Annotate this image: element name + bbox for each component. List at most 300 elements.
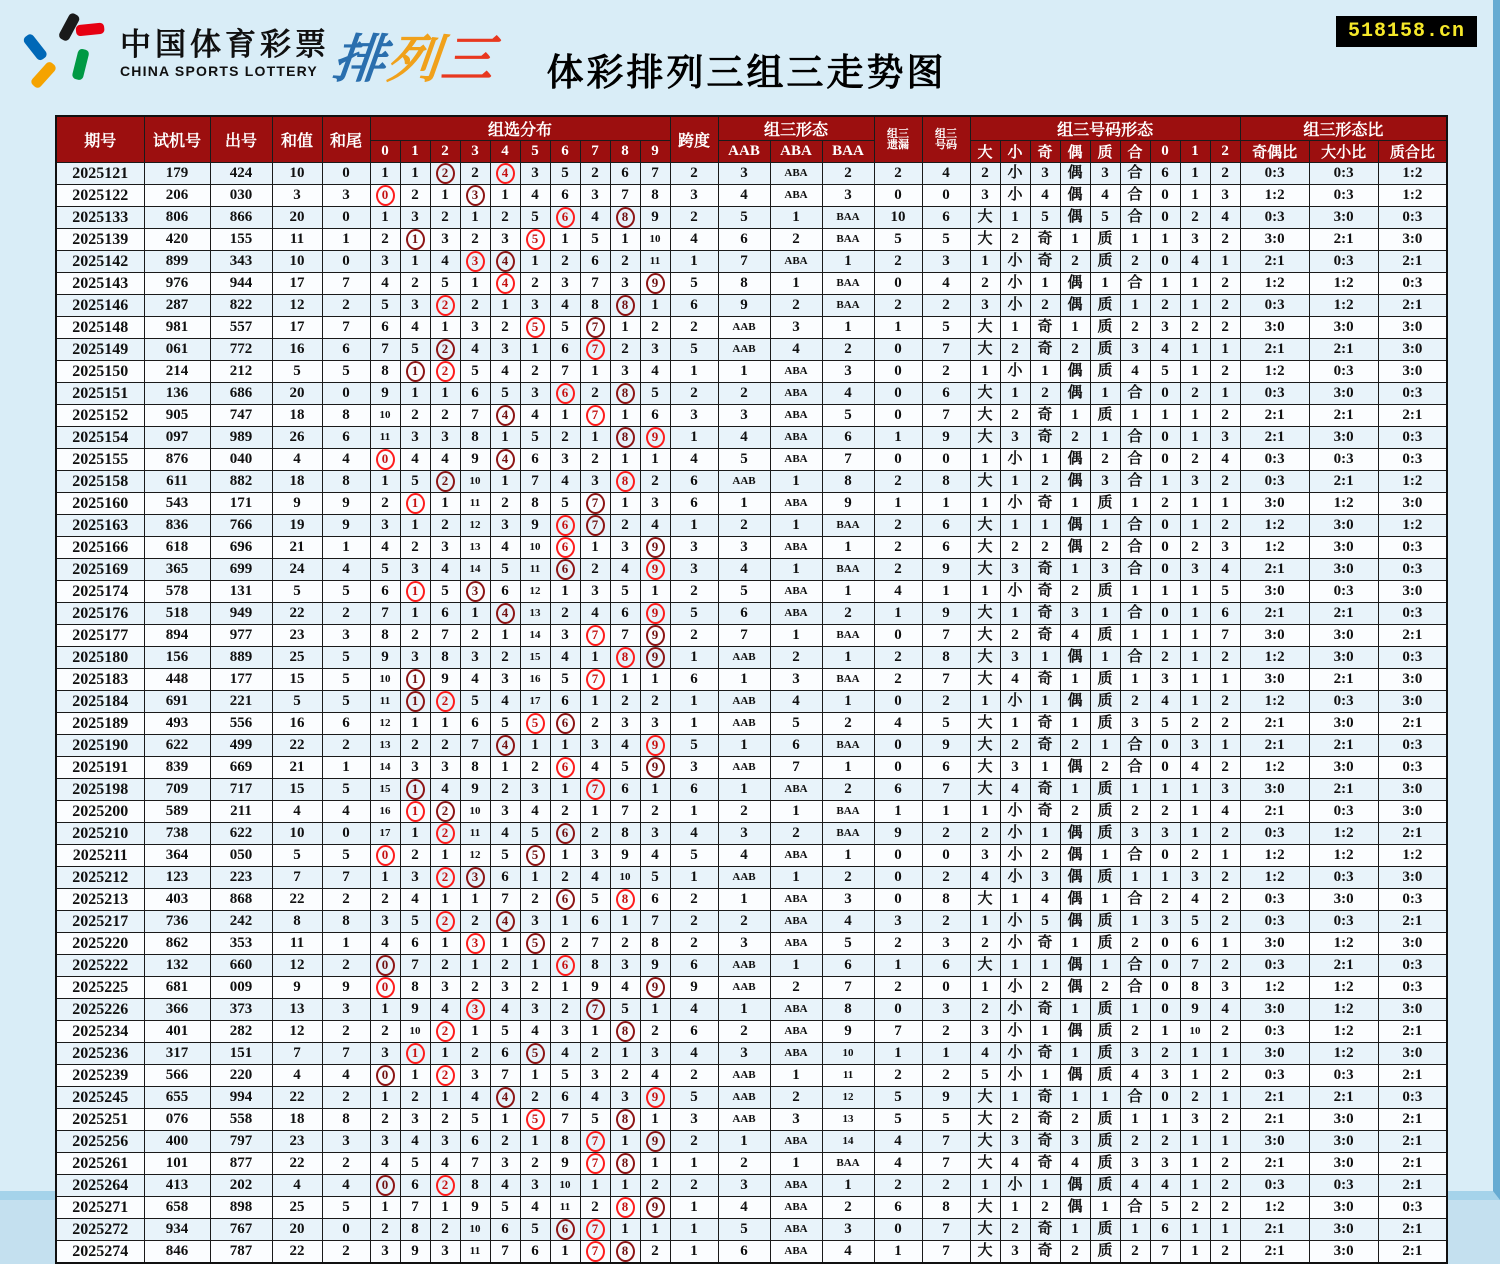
prime-composite-ratio-cell: 3:0 [1378,779,1447,801]
dist-9-cell: 1 [640,295,670,317]
single-digit-circle: 9 [646,647,665,668]
col-header-span: 跨度 [670,116,718,163]
miss-cell: 0 [874,735,922,757]
col-header-pair-number [922,116,970,163]
dist-3-cell: 14 [460,559,490,581]
sum-tail-cell: 4 [322,559,370,581]
pair-digit-circle: 2 [436,691,455,712]
form-aba-cell: ABA [770,493,822,515]
span-cell: 4 [670,229,718,251]
span-cell: 2 [670,933,718,955]
period-cell: 2025200 [56,801,144,823]
form-aba-cell: 2 [770,647,822,669]
shape-big-cell: 大 [970,889,1000,911]
shape-mod2-cell: 2 [1210,361,1240,383]
shape-mod2-cell: 2 [1210,1153,1240,1175]
shape-odd-cell: 2 [1030,1197,1060,1219]
span-cell: 1 [670,515,718,537]
span-cell: 5 [670,273,718,295]
single-digit-circle: 4 [496,251,515,272]
draw-number-cell: 282 [210,1021,272,1043]
big-small-ratio-cell: 2:1 [1309,471,1378,493]
form-aba-cell: ABA [770,779,822,801]
period-cell: 2025122 [56,185,144,207]
odd-even-ratio-cell: 3:0 [1240,669,1309,691]
dist-0-cell: 16 [370,801,400,823]
draw-number-cell: 797 [210,1131,272,1153]
span-cell: 6 [670,779,718,801]
dist-0-cell: 3 [370,251,400,273]
draw-number-cell: 221 [210,691,272,713]
shape-prime-cell: 质 [1090,1065,1120,1087]
period-cell: 2025251 [56,1109,144,1131]
pair-number-cell: 0 [922,449,970,471]
pair-number-cell: 1 [922,1043,970,1065]
dist-6-cell [550,559,580,581]
miss-header-line1: 组三 [887,127,910,140]
prime-composite-ratio-cell: 2:1 [1378,405,1447,427]
shape-prime-cell: 2 [1090,977,1120,999]
dist-1-cell: 6 [400,933,430,955]
form-aab-cell: AAB [718,1065,770,1087]
shape-mod2-cell: 2 [1210,1065,1240,1087]
draw-number-cell: 499 [210,735,272,757]
form-aab-cell: 1 [718,779,770,801]
dist-5-cell: 4 [520,801,550,823]
col-header-period: 期号 [56,116,144,163]
dist-4-cell [490,603,520,625]
brand-char-1: 排 [330,30,391,89]
dist-8-cell: 7 [610,801,640,823]
draw-number-cell: 977 [210,625,272,647]
dist-1-cell [400,1043,430,1065]
odd-even-ratio-cell: 1:2 [1240,1197,1309,1219]
draw-number-cell: 155 [210,229,272,251]
period-cell: 2025264 [56,1175,144,1197]
dist-7-cell: 2 [580,383,610,405]
span-cell: 3 [670,405,718,427]
dist-5-cell: 5 [520,207,550,229]
shape-big-cell: 大 [970,625,1000,647]
dist-4-cell [490,405,520,427]
big-small-ratio-cell: 3:0 [1309,1109,1378,1131]
shape-mod2-cell: 4 [1210,801,1240,823]
shape-small-cell: 小 [1000,1021,1030,1043]
draw-number-cell: 696 [210,537,272,559]
big-small-ratio-cell: 0:3 [1309,185,1378,207]
pair-digit-circle: 5 [526,713,545,734]
dist-2-cell [430,1021,460,1043]
miss-cell: 4 [874,1131,922,1153]
table-row [56,493,1447,515]
shape-mod0-cell: 2 [1150,493,1180,515]
dist-5-cell: 5 [520,427,550,449]
form-aba-cell: ABA [770,581,822,603]
table-row [56,449,1447,471]
test-number-cell: 862 [144,933,210,955]
dist-1-cell: 3 [400,647,430,669]
dist-2-cell [430,1175,460,1197]
shape-mod0-cell: 1 [1150,625,1180,647]
dist-4-cell: 6 [490,581,520,603]
dist-8-cell: 8 [610,823,640,845]
miss-cell: 2 [874,537,922,559]
dist-9-cell [640,735,670,757]
dist-1-cell: 1 [400,713,430,735]
sum-cell: 22 [272,603,322,625]
dist-3-cell: 10 [460,801,490,823]
dist-3-cell: 3 [460,647,490,669]
dist-0-cell: 10 [370,405,400,427]
shape-small-cell: 1 [1000,317,1030,339]
shape-mod0-cell: 7 [1150,1241,1180,1264]
dist-7-cell: 1 [580,1021,610,1043]
shape-mod0-cell: 4 [1150,691,1180,713]
sum-cell: 16 [272,713,322,735]
form-baa-cell: 1 [822,537,874,559]
draw-number-cell: 766 [210,515,272,537]
shape-big-cell: 大 [970,647,1000,669]
draw-number-cell: 994 [210,1087,272,1109]
table-row [56,867,1447,889]
shape-mod2-cell: 2 [1210,955,1240,977]
big-small-ratio-cell: 1:2 [1309,1021,1378,1043]
dist-2-cell [430,1065,460,1087]
sum-tail-cell: 6 [322,339,370,361]
form-aba-cell: ABA [770,1219,822,1241]
pair-number-cell: 9 [922,603,970,625]
shape-prime-cell: 质 [1090,1043,1120,1065]
dist-6-cell: 6 [550,339,580,361]
form-aba-cell: ABA [770,999,822,1021]
shape-mod2-cell: 1 [1210,933,1240,955]
big-small-ratio-cell: 3:0 [1309,1197,1378,1219]
dist-3-cell [460,933,490,955]
dist-9-cell: 2 [640,317,670,339]
shape-even-cell: 4 [1060,625,1090,647]
shape-prime-cell: 质 [1090,779,1120,801]
dist-5-cell [520,845,550,867]
dist-8-cell: 3 [610,1087,640,1109]
dist-4-cell: 2 [490,647,520,669]
pair-digit-circle: 8 [616,1197,635,1218]
dist-4-cell: 5 [490,559,520,581]
shape-mod1-cell: 1 [1180,493,1210,515]
dist-5-cell: 3 [520,163,550,185]
shape-even-cell: 1 [1060,559,1090,581]
dist-5-cell: 13 [520,603,550,625]
dist-3-cell: 1 [460,1021,490,1043]
span-cell: 1 [670,801,718,823]
sum-cell: 22 [272,1087,322,1109]
span-cell: 1 [670,691,718,713]
shape-big-cell: 大 [970,1219,1000,1241]
dist-3-cell: 12 [460,845,490,867]
dist-3-cell: 4 [460,1087,490,1109]
form-baa-cell: 1 [822,1175,874,1197]
shape-prime-cell: 1 [1090,735,1120,757]
period-cell: 2025225 [56,977,144,999]
form-aab-cell: AAB [718,757,770,779]
draw-number-cell: 747 [210,405,272,427]
shape-prime-cell: 4 [1090,185,1120,207]
period-cell: 2025133 [56,207,144,229]
form-aba-cell: 1 [770,559,822,581]
dist-3-cell: 4 [460,669,490,691]
form-baa-cell: 2 [822,1197,874,1219]
shape-prime-cell: 质 [1090,911,1120,933]
big-small-ratio-cell: 3:0 [1309,713,1378,735]
dist-1-cell: 2 [400,845,430,867]
shape-prime-cell: 质 [1090,801,1120,823]
span-cell: 4 [670,999,718,1021]
big-small-ratio-cell: 1:2 [1309,845,1378,867]
form-aba-cell: ABA [770,1131,822,1153]
odd-even-ratio-cell: 1:2 [1240,537,1309,559]
span-cell: 6 [670,955,718,977]
pair-digit-circle: 7 [586,339,605,360]
dist-7-cell: 6 [580,911,610,933]
prime-composite-ratio-cell: 0:3 [1378,207,1447,229]
prime-composite-ratio-cell: 0:3 [1378,889,1447,911]
span-cell: 5 [670,603,718,625]
form-baa-cell: 2 [822,603,874,625]
dist-9-cell: 3 [640,1043,670,1065]
table-row [56,713,1447,735]
table-row [56,185,1447,207]
dist-5-cell: 3 [520,383,550,405]
test-number-cell: 179 [144,163,210,185]
dist-2-cell: 4 [430,251,460,273]
pair-number-cell: 7 [922,779,970,801]
dist-7-cell: 5 [580,889,610,911]
pair-number-cell: 5 [922,713,970,735]
shape-even-cell: 偶 [1060,515,1090,537]
shape-big-cell: 大 [970,405,1000,427]
shape-odd-cell: 奇 [1030,427,1060,449]
sum-tail-cell: 2 [322,889,370,911]
shape-small-cell: 1 [1000,955,1030,977]
shape-even-cell: 1 [1060,1087,1090,1109]
odd-even-ratio-cell: 3:0 [1240,779,1309,801]
shape-prime-cell: 质 [1090,933,1120,955]
shape-mod0-cell: 1 [1150,405,1180,427]
shape-small-cell: 小 [1000,845,1030,867]
big-small-ratio-cell: 0:3 [1309,581,1378,603]
dist-0-cell: 3 [370,1131,400,1153]
dist-9-cell: 5 [640,867,670,889]
table-row [56,1065,1447,1087]
prime-composite-ratio-cell: 0:3 [1378,757,1447,779]
dist-6-cell: 2 [550,251,580,273]
dist-9-cell: 3 [640,493,670,515]
shape-prime-cell: 质 [1090,251,1120,273]
shape-mod0-cell: 6 [1150,163,1180,185]
pair-digit-circle: 6 [556,207,575,228]
shape-odd-cell: 2 [1030,471,1060,493]
single-digit-circle: 7 [586,493,605,514]
dist-2-cell: 2 [430,515,460,537]
shape-composite-cell: 3 [1120,713,1150,735]
shape-even-cell: 2 [1060,251,1090,273]
dist-3-cell: 1 [460,955,490,977]
form-aab-cell: 2 [718,801,770,823]
dist-2-cell: 3 [430,1241,460,1264]
form-aba-cell: 2 [770,1087,822,1109]
shape-big-cell: 2 [970,823,1000,845]
miss-cell: 4 [874,581,922,603]
dist-1-cell: 1 [400,163,430,185]
dist-1-cell: 6 [400,1175,430,1197]
dist-2-cell: 3 [430,229,460,251]
shape-big-cell: 2 [970,273,1000,295]
dist-9-cell: 1 [640,581,670,603]
dist-3-cell: 1 [460,889,490,911]
period-cell: 2025184 [56,691,144,713]
dist-9-cell: 2 [640,691,670,713]
dist-0-cell: 4 [370,273,400,295]
draw-number-cell: 202 [210,1175,272,1197]
dist-8-cell: 5 [610,999,640,1021]
dist-4-cell: 3 [490,1153,520,1175]
miss-cell: 2 [874,1065,922,1087]
shape-mod2-cell: 4 [1210,207,1240,229]
shape-big-cell: 5 [970,1065,1000,1087]
dist-5-cell: 2 [520,757,550,779]
dist-1-cell: 1 [400,515,430,537]
dist-7-cell [580,405,610,427]
dist-4-cell: 4 [490,823,520,845]
span-cell: 9 [670,977,718,999]
dist-7-cell: 2 [580,449,610,471]
shape-composite-cell: 合 [1120,207,1150,229]
form-aba-cell: 4 [770,339,822,361]
prime-composite-ratio-cell: 0:3 [1378,383,1447,405]
dist-2-cell: 5 [430,581,460,603]
sum-cell: 22 [272,1153,322,1175]
form-baa-cell: 11 [822,1065,874,1087]
col-group-distribution: 组选分布 [370,116,670,141]
table-row [56,603,1447,625]
sum-tail-cell: 4 [322,1065,370,1087]
prime-composite-ratio-cell: 3:0 [1378,691,1447,713]
big-small-ratio-cell: 3:0 [1309,383,1378,405]
miss-cell: 5 [874,1087,922,1109]
dist-8-cell: 2 [610,1065,640,1087]
dist-1-cell: 2 [400,405,430,427]
table-row [56,1109,1447,1131]
pair-digit-circle: 1 [406,1043,425,1064]
test-number-cell: 132 [144,955,210,977]
dist-3-cell: 9 [460,1197,490,1219]
form-aab-cell: 3 [718,823,770,845]
big-small-ratio-cell: 0:3 [1309,1175,1378,1197]
shape-mod0-cell: 5 [1150,713,1180,735]
dist-3-cell [460,867,490,889]
pair-digit-circle: 6 [556,757,575,778]
dist-9-cell: 1 [640,1219,670,1241]
form-baa-cell: 1 [822,647,874,669]
brand-char-3: 三 [438,30,499,89]
sum-tail-cell: 2 [322,955,370,977]
dist-4-cell: 1 [490,295,520,317]
shape-mod0-cell: 1 [1150,1021,1180,1043]
big-small-ratio-cell: 2:1 [1309,229,1378,251]
form-aab-cell: 3 [718,405,770,427]
pair-number-cell: 8 [922,471,970,493]
dist-0-cell: 14 [370,757,400,779]
odd-even-ratio-cell: 2:1 [1240,251,1309,273]
odd-even-ratio-cell: 1:2 [1240,361,1309,383]
pair-digit-circle: 2 [436,1175,455,1196]
dist-9-cell [640,1197,670,1219]
single-digit-circle: 9 [646,1131,665,1152]
form-baa-cell: 10 [822,1043,874,1065]
sum-tail-cell: 9 [322,493,370,515]
col-header-digit-4: 4 [490,141,520,163]
sum-cell: 23 [272,625,322,647]
shape-even-cell: 偶 [1060,1197,1090,1219]
form-aab-cell: 2 [718,1021,770,1043]
form-aba-cell: 3 [770,1109,822,1131]
dist-2-cell: 2 [430,735,460,757]
dist-4-cell: 6 [490,867,520,889]
shape-small-cell: 3 [1000,1241,1030,1264]
shape-composite-cell: 合 [1120,185,1150,207]
draw-number-cell: 242 [210,911,272,933]
miss-cell: 2 [874,933,922,955]
odd-even-ratio-cell: 0:3 [1240,889,1309,911]
dist-5-cell: 2 [520,273,550,295]
single-digit-circle: 4 [496,603,515,624]
col-header-digit-7: 7 [580,141,610,163]
dist-0-cell: 1 [370,471,400,493]
shape-mod2-cell: 1 [1210,1087,1240,1109]
shape-mod1-cell: 3 [1180,229,1210,251]
dist-2-cell: 3 [430,1131,460,1153]
shape-even-cell: 偶 [1060,273,1090,295]
dist-4-cell: 5 [490,1021,520,1043]
shape-mod1-cell: 3 [1180,1109,1210,1131]
dist-2-cell: 2 [430,207,460,229]
shape-small-cell: 小 [1000,581,1030,603]
shape-mod2-cell: 2 [1210,867,1240,889]
test-number-cell: 578 [144,581,210,603]
dist-9-cell: 9 [640,207,670,229]
dist-1-cell: 3 [400,757,430,779]
pair-number-cell: 7 [922,1153,970,1175]
shape-mod0-cell: 0 [1150,933,1180,955]
sum-tail-cell: 2 [322,1241,370,1264]
shape-big-cell: 大 [970,471,1000,493]
dist-0-cell: 6 [370,317,400,339]
shape-mod2-cell: 1 [1210,735,1240,757]
odd-even-ratio-cell: 2:1 [1240,405,1309,427]
pair-number-cell: 0 [922,845,970,867]
dist-0-cell: 3 [370,911,400,933]
site-badge[interactable]: 518158.cn [1336,16,1477,47]
form-aab-cell: 6 [718,1241,770,1264]
dist-8-cell: 7 [610,625,640,647]
sum-cell: 16 [272,339,322,361]
shape-mod0-cell: 0 [1150,603,1180,625]
dist-5-cell: 1 [520,735,550,757]
shape-mod0-cell: 2 [1150,1131,1180,1153]
span-cell: 2 [670,383,718,405]
shape-mod2-cell: 2 [1210,889,1240,911]
period-cell: 2025239 [56,1065,144,1087]
shape-mod1-cell: 1 [1180,669,1210,691]
